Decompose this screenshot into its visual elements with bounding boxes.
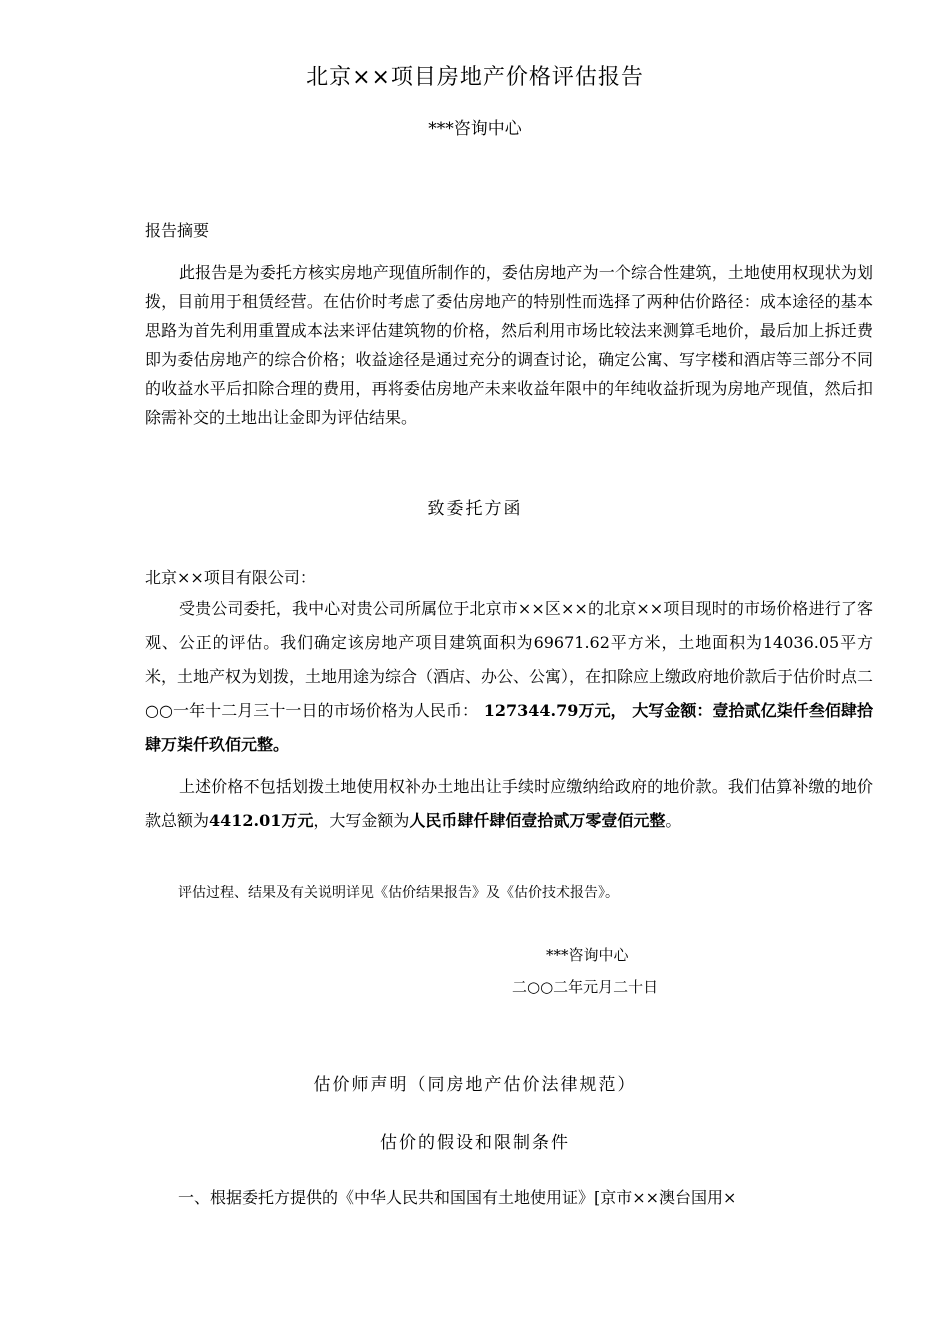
statement-heading: 估价师声明（同房地产估价法律规范） [313,1075,637,1095]
letter-p1-words: 壹拾贰亿柒仟叁佰肆拾肆万柒仟玖佰元整。 [145,701,873,754]
letter-p1-words-label: 大写金额： [626,701,713,720]
letter-p1-amount: 127344.79万元， [478,701,627,720]
report-title: 北京××项目房地产价格评估报告 [306,65,644,90]
letter-p2-words: 人民币肆仟肆佰壹拾贰万零壹佰元整 [409,811,666,830]
letter-note: 评估过程、结果及有关说明详见《估价结果报告》及《估价技术报告》。 [178,885,619,901]
letter-p1-text: 受贵公司委托，我中心对贵公司所属位于北京市××区××的北京××项目现时的市场价格进行了客观、公正的评估。我们确定该房地产项目建筑面积为69671.62平方米，土地面积为14036.05平方米，土地产权为划拨，土地用途为综合（酒店、办公、公寓），在扣除应上缴政府地价款后于估价时点二○○一年十二月三十一日的市场价格为人民币： [145,599,874,720]
letter-paragraph-2 [145,770,873,838]
summary-heading: 报告摘要 [145,221,210,240]
letter-addressee: 北京××项目有限公司： [145,568,316,587]
letter-p2-end: 。 [665,811,682,830]
assumptions-heading: 估价的假设和限制条件 [380,1133,570,1153]
letter-p2-text: 上述价格不包括划拨土地使用权补办土地出让手续时应缴纳给政府的地价款。我们估算补缴的地价款总额为 [145,777,873,830]
letter-heading: 致委托方函 [427,499,523,519]
assumption-item-1: 一、根据委托方提供的《中华人民共和国国有土地使用证》[京市××澳台国用× [178,1188,737,1207]
letter-paragraph-1 [145,592,873,762]
report-org: ***咨询中心 [428,119,522,139]
signature-org: ***咨询中心 [546,946,629,964]
letter-p2-mid: ，大写金额为 [313,811,410,830]
letter-p2-amount: 4412.01万元 [209,811,314,830]
signature-date: 二○○二年元月二十日 [512,978,659,996]
summary-paragraph: 此报告是为委托方核实房地产现值所制作的，委估房地产为一个综合性建筑，土地使用权现状为划拨，目前用于租赁经营。在估价时考虑了委估房地产的特别性而选择了两种估价路径：成本途径的基本思路为首先利用重置成本法来评估建筑物的价格，然后利用市场比较法来测算毛地价，最后加上拆迁费即为委估房地产的综合价格；收益途径是通过充分的调查讨论，确定公寓、写字楼和酒店等三部分不同的收益水平后扣除合理的费用，再将委估房地产未来收益年限中的年纯收益折现为房地产现值，然后扣除需补交的土地出让金即为评估结果。 [145,263,873,427]
